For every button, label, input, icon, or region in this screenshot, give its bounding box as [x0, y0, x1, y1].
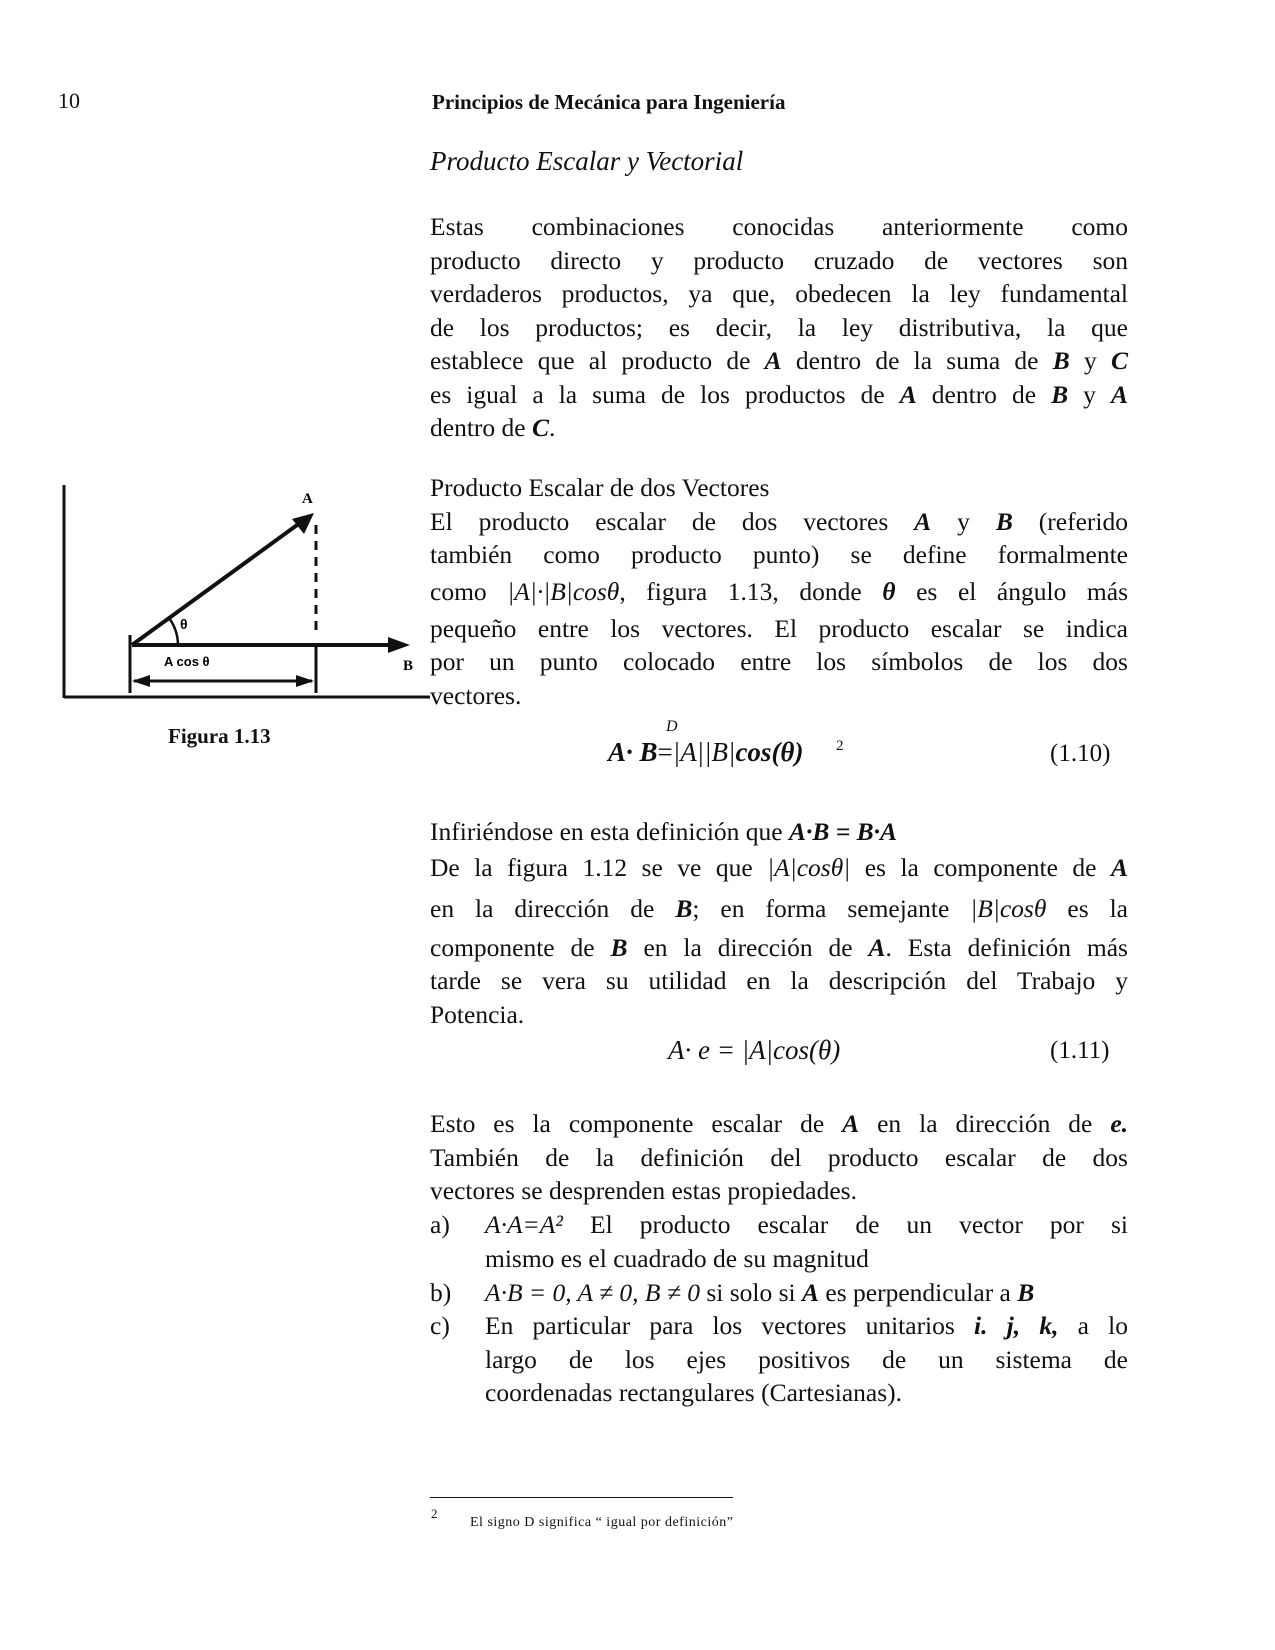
intro-line: dentro de C. [430, 413, 556, 442]
section-title: Producto Escalar y Vectorial [430, 146, 744, 176]
component-paragraph [430, 1107, 1128, 1208]
footnote-text: El signo D significa “ igual por definición” [470, 1515, 734, 1530]
list-line: largo de los ejes positivos de un sistema de [485, 1344, 1128, 1374]
intro-line: producto directo y producto cruzado de vectores son [430, 245, 1128, 275]
list-line: A·A=A² El producto escalar de un vector por si [485, 1210, 1128, 1239]
label-b: B [403, 658, 414, 674]
intro-paragraph [430, 210, 1128, 445]
page-number: 10 [58, 88, 80, 113]
list-item [430, 1208, 1128, 1276]
list-item [430, 1309, 1128, 1410]
label-a-cos-theta: A cos θ [164, 654, 210, 669]
figure-1-13 [60, 485, 440, 710]
vector-a-line [132, 520, 304, 645]
dimension-arrow-left [132, 675, 150, 687]
figure-caption: Figura 1.13 [168, 724, 271, 748]
list-label: a) [430, 1210, 450, 1239]
scalar-line: pequeño entre los vectores. El producto escalar se indica [430, 613, 1128, 643]
list-line: mismo es el cuadrado de su magnitud [485, 1243, 869, 1273]
intro-line: de los productos; es decir, la ley distributiva, la que [430, 312, 1128, 342]
footnote-rule [430, 1497, 733, 1498]
scalar-line: también como producto punto) se define formalmente [430, 540, 1128, 569]
inference-line: De la figura 1.12 se ve que |A|cosθ| es la componente de A [430, 852, 1128, 882]
scalar-line: como |A|·|B|cosθ, figura 1.13, donde θ es el ángulo más [430, 576, 1129, 606]
label-theta: θ [180, 616, 188, 632]
intro-line: Estas combinaciones conocidas anteriormente como [430, 212, 1128, 241]
list-label: b) [430, 1278, 452, 1307]
component-line: También de la definición del producto escalar de dos [430, 1142, 1128, 1172]
list-label: c) [430, 1311, 450, 1340]
component-line: vectores se desprenden estas propiedades. [430, 1176, 857, 1205]
scalar-line: vectores. [430, 680, 522, 710]
running-header: Principios de Mecánica para Ingeniería [432, 90, 786, 114]
list-item [430, 1276, 1128, 1310]
inference-line: Potencia. [430, 999, 525, 1029]
dimension-arrow-right [296, 675, 314, 687]
footnote-reference: 2 [836, 738, 844, 754]
inference-line: en la dirección de B; en forma semejante |B|cosθ es la [430, 893, 1128, 923]
list-line: coordenadas rectangulares (Cartesianas). [485, 1378, 903, 1407]
component-line: Esto es la componente escalar de A en la dirección de e. [430, 1109, 1129, 1138]
scalar-line: El producto escalar de dos vectores A y B (referido [430, 506, 1128, 536]
intro-line: es igual a la suma de los productos de A dentro de B y A [430, 379, 1128, 409]
vector-a-arrowhead [292, 513, 314, 534]
equation-1-11: A· e = |A|cos(θ) [668, 1035, 841, 1065]
footnote-mark: 2 [431, 1506, 438, 1521]
list-line: En particular para los vectores unitarios i. j, k, a lo [485, 1311, 1128, 1340]
scalar-line: por un punto colocado entre los símbolos de los dos [430, 647, 1128, 676]
angle-arc [169, 618, 178, 645]
subsection-heading: Producto Escalar de dos Vectores [430, 473, 770, 502]
list-line: A·B = 0, A ≠ 0, B ≠ 0 si solo si A es perpendicular a B [485, 1278, 1035, 1307]
label-a: A [302, 491, 313, 507]
equation-1-10: A· B=|A||B|cos(θ) [608, 737, 804, 767]
intro-line: establece que al producto de A dentro de la suma de B y C [430, 346, 1129, 375]
vector-b-arrowhead [388, 637, 410, 653]
equation-number: (1.11) [1050, 1037, 1110, 1064]
scalar-product-paragraph [430, 471, 1128, 712]
inference-line: tarde se vera su utilidad en la descripción del Trabajo y [430, 966, 1128, 995]
inference-line: Infiriéndose en esta definición que A·B = B·A [430, 817, 898, 846]
equation-number: (1.10) [1050, 740, 1111, 767]
intro-line: verdaderos productos, ya que, obedecen la ley fundamental [430, 279, 1128, 308]
inference-line: componente de B en la dirección de A. Esta definición más [430, 932, 1128, 962]
definition-symbol: D [666, 718, 678, 735]
inference-paragraph [430, 815, 1128, 1031]
